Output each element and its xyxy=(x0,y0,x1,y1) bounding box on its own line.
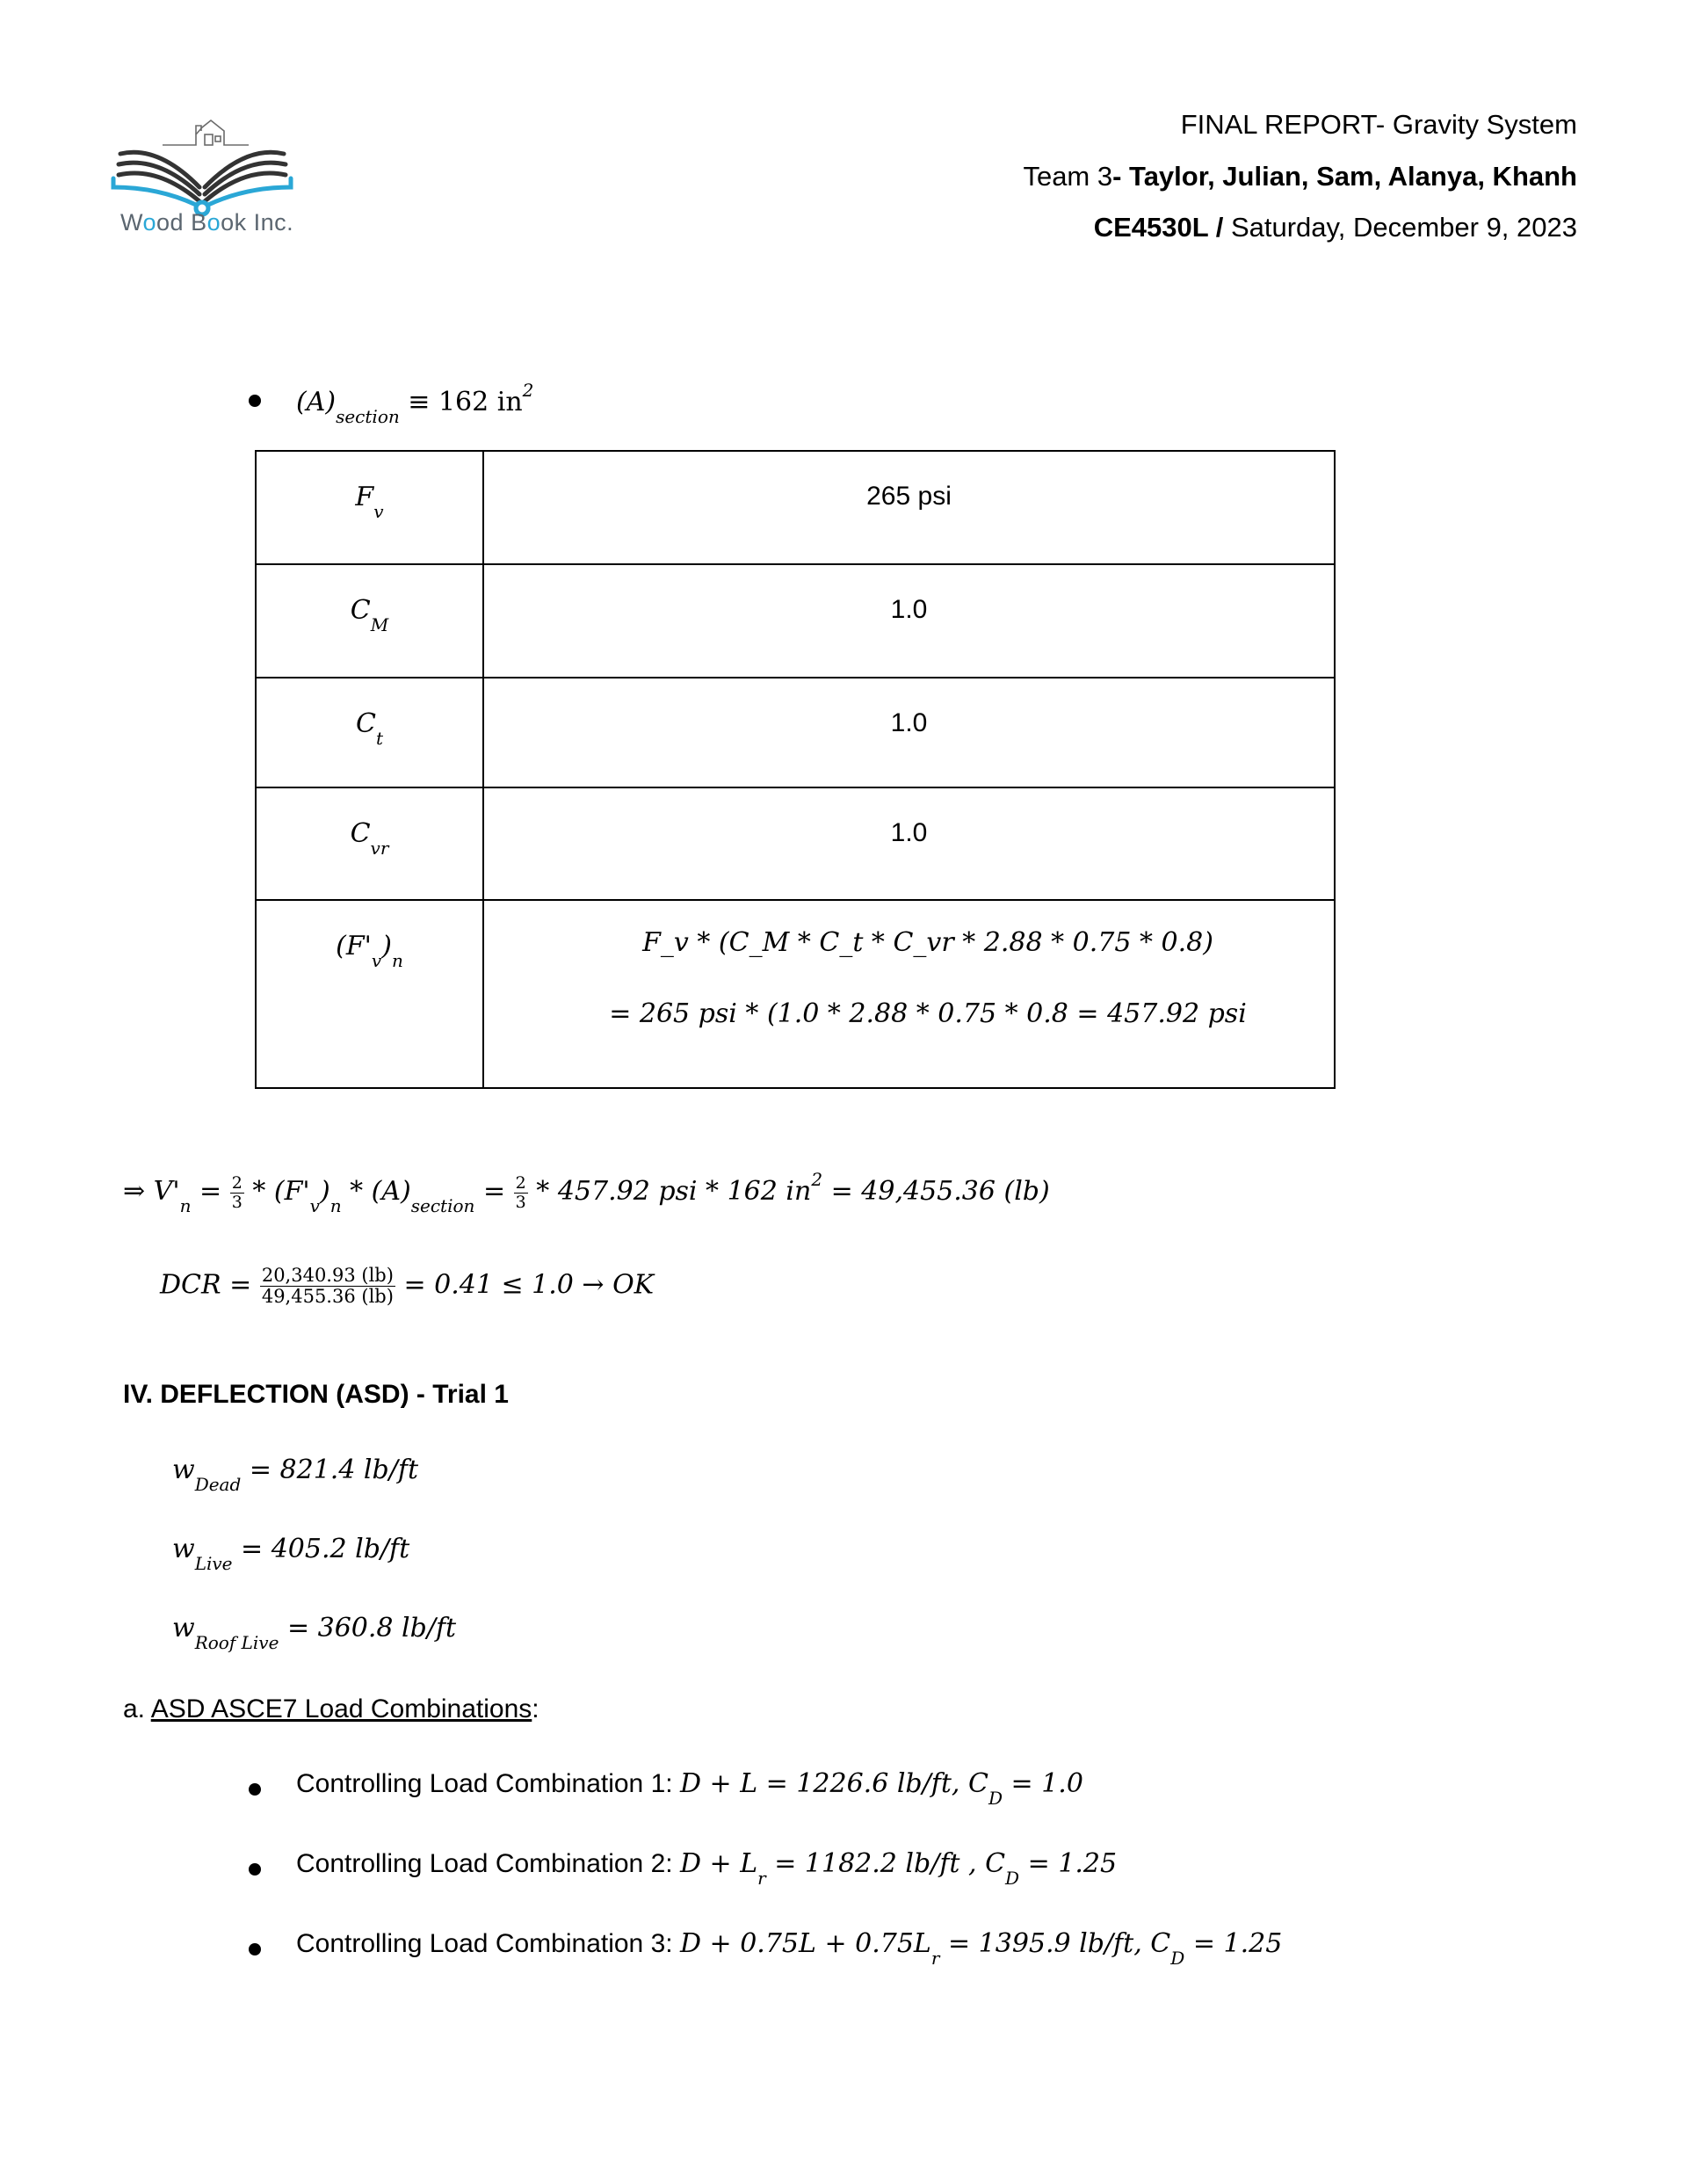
vn-equation: ⇒ $V'_n$ = $\frac{2}{3}$ * $(F'_v)_n * (A)_{section}$ = $\frac{2}{3}$ * 457.92 psi * 162 $in^2 = 49,455.36$ (lb) xyxy=(123,1169,1050,1216)
formula-line-1: F_v * (C_M * C_t * C_vr * 2.88 * 0.75 * 0.8) xyxy=(642,927,1213,958)
report-title: FINAL REPORT- Gravity System xyxy=(1180,109,1577,140)
table-row xyxy=(256,678,1335,787)
table-row xyxy=(256,564,1335,678)
load-combination-1: Controlling Load Combination 1: D + L = 1226.6 lb/ft, $C_D = 1.0$ xyxy=(296,1768,1083,1809)
fraction-two-thirds: $\frac{2}{3}$ xyxy=(231,1172,243,1212)
bullet xyxy=(249,1863,261,1876)
table-cell-value: 1.0 xyxy=(483,564,1335,678)
table-row xyxy=(256,451,1335,564)
table-cell-symbol: $C_M$ xyxy=(256,564,483,678)
load-dead: $w_{Dead} = 821.4$ lb/ft xyxy=(172,1455,419,1495)
formula-line-2: = 265 psi * (1.0 * 2.88 * 0.75 * 0.8 = 457.92 psi xyxy=(609,998,1247,1029)
load-combination-2: Controlling Load Combination 2: $D + L_r = 1182.2$ lb/ft , $C_D = 1.25$ xyxy=(296,1848,1118,1889)
fraction-two-thirds: $\frac{2}{3}$ xyxy=(515,1172,526,1212)
section-title: IV. DEFLECTION (ASD) - Trial 1 xyxy=(123,1380,509,1409)
load-live: $w_{Live} = 405.2$ lb/ft xyxy=(172,1534,410,1574)
subsection-heading: a. ASD ASCE7 Load Combinations: xyxy=(123,1694,539,1723)
table-row xyxy=(256,900,1335,1088)
table-cell-value: 265 psi xyxy=(483,451,1335,564)
table-row xyxy=(256,787,1335,900)
table-cell-symbol: $C_{vr}$ xyxy=(256,787,483,900)
shear-factors-table xyxy=(255,450,1336,1089)
table-cell-formula xyxy=(483,900,1335,1088)
bullet xyxy=(249,395,261,407)
team-line: Team 3- Taylor, Julian, Sam, Alanya, Khanh xyxy=(1023,161,1577,192)
logo-text: Wood Book Inc. xyxy=(120,209,294,236)
table-cell-value: 1.0 xyxy=(483,678,1335,787)
bullet xyxy=(249,1783,261,1796)
table-cell-value: 1.0 xyxy=(483,787,1335,900)
course-date-line: CE4530L / Saturday, December 9, 2023 xyxy=(1093,212,1577,243)
load-roof-live: $w_{Roof Live} = 360.8$ lb/ft xyxy=(172,1613,457,1653)
dcr-equation: DCR = $\frac{20,340.93 (lb)}{49,455.36 (lb)}$ = 0.41 ≤ 1.0 → OK xyxy=(160,1265,655,1308)
load-combination-3: Controlling Load Combination 3: $D + 0.75L + 0.75L_r = 1395.9$ lb/ft, $C_D = 1.25$ xyxy=(296,1928,1283,1969)
bullet xyxy=(249,1943,261,1955)
table-cell-symbol: $(F'_v)_n$ xyxy=(256,900,483,1088)
dcr-fraction: $\frac{20,340.93 (lb)}{49,455.36 (lb)}$ xyxy=(261,1265,394,1308)
area-equation: $(A)_{section} \equiv 162$ $in^2$ xyxy=(296,380,534,427)
table-cell-symbol: $F_v$ xyxy=(256,451,483,564)
table-cell-symbol: $C_t$ xyxy=(256,678,483,787)
